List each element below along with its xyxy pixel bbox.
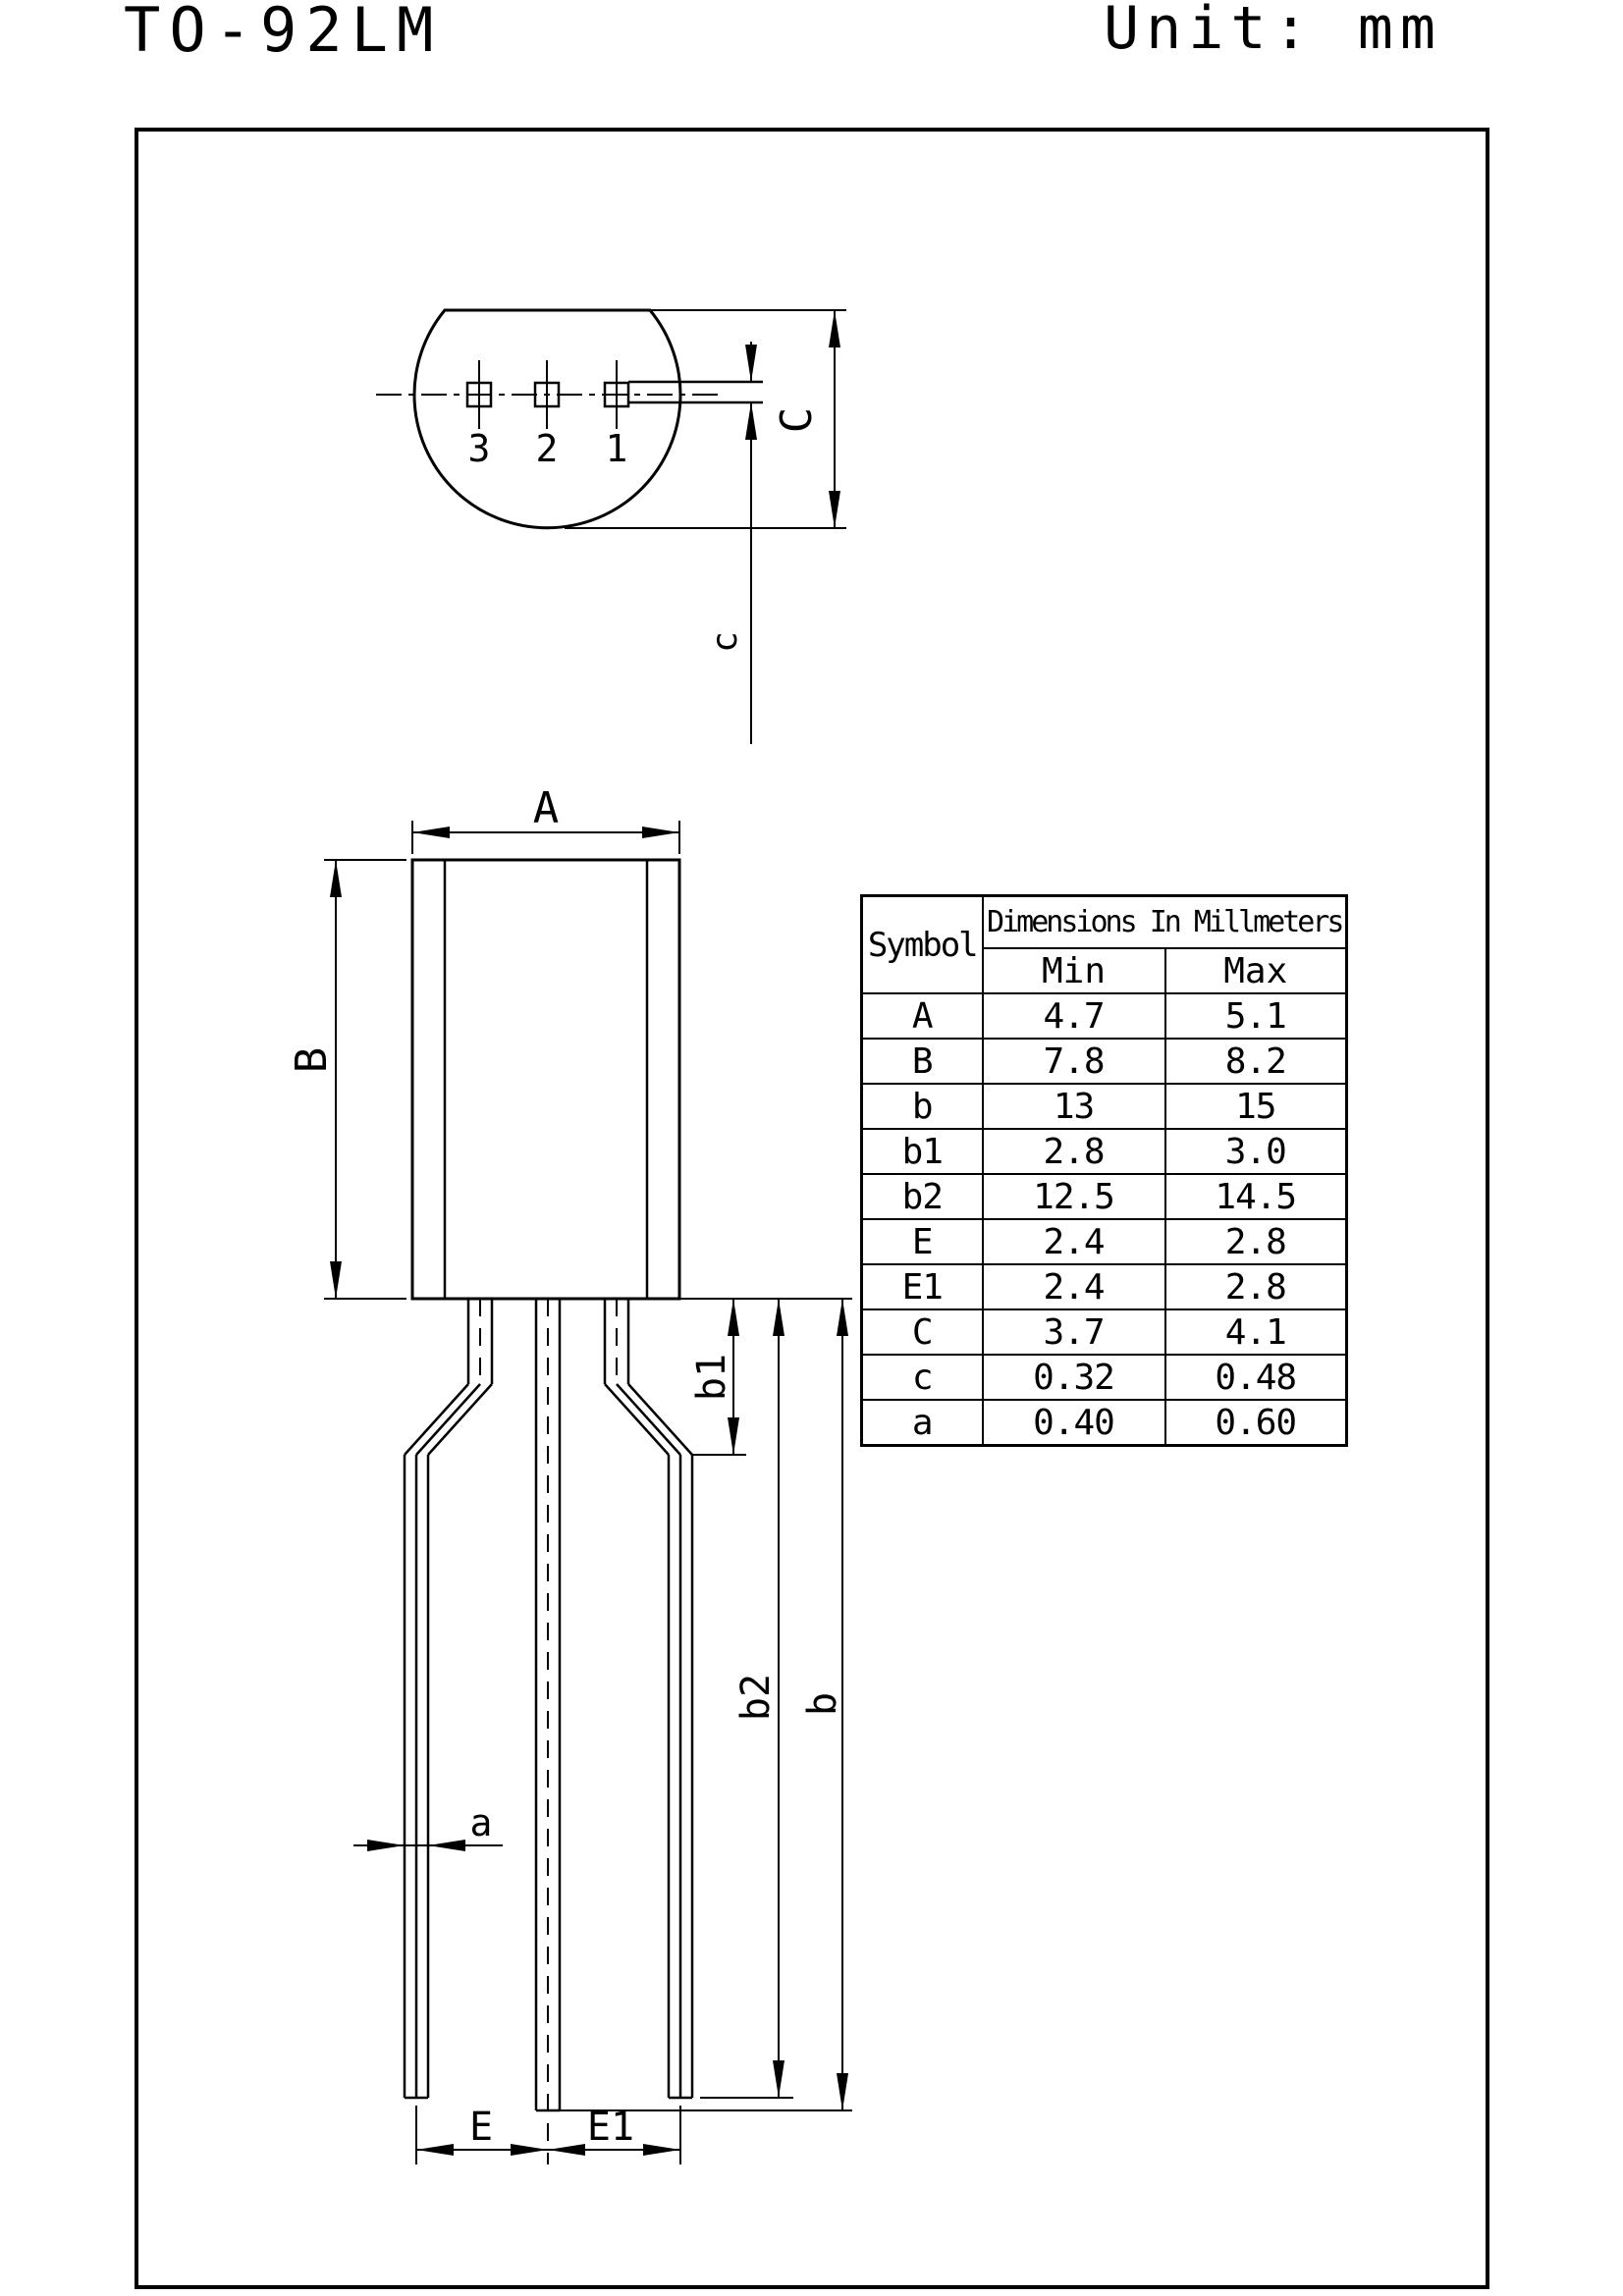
table-row	[862, 993, 1347, 1039]
max-cell: 2.8	[1165, 1219, 1347, 1264]
min-cell: 7.8	[983, 1039, 1165, 1084]
table-header-max: Max	[1165, 948, 1347, 993]
symbol-cell: A	[862, 993, 983, 1039]
min-cell: 3.7	[983, 1309, 1165, 1355]
table-row	[862, 1174, 1347, 1219]
table-row	[862, 1264, 1347, 1309]
max-cell: 2.8	[1165, 1264, 1347, 1309]
table-row	[862, 1355, 1347, 1400]
min-cell: 4.7	[983, 993, 1165, 1039]
table-header-symbol: Symbol	[862, 896, 983, 994]
dim-b2-label: b2	[733, 1673, 779, 1722]
max-cell: 0.60	[1165, 1400, 1347, 1446]
max-cell: 3.0	[1165, 1129, 1347, 1174]
symbol-cell: c	[862, 1355, 983, 1400]
min-cell: 2.4	[983, 1219, 1165, 1264]
dim-E1-label: E1	[586, 2105, 635, 2150]
symbol-cell: E1	[862, 1264, 983, 1309]
table-header-min: Min	[983, 948, 1165, 993]
dim-A-label: A	[532, 783, 560, 833]
dim-b1-label: b1	[689, 1353, 734, 1402]
unit-label: Unit: mm	[1104, 0, 1442, 63]
dim-E-label: E	[468, 2105, 494, 2150]
dimension-B	[324, 860, 406, 1299]
min-cell: 0.32	[983, 1355, 1165, 1400]
lead-stub	[628, 382, 763, 402]
front-view	[287, 783, 852, 2164]
dim-c-label: c	[705, 631, 745, 653]
package-body	[412, 860, 679, 1299]
symbol-cell: b	[862, 1084, 983, 1129]
max-cell: 8.2	[1165, 1039, 1347, 1084]
table-row	[862, 1084, 1347, 1129]
min-cell: 2.4	[983, 1264, 1165, 1309]
pin-3-label: 3	[467, 427, 491, 470]
dim-a-label: a	[469, 1801, 493, 1844]
max-cell: 14.5	[1165, 1174, 1347, 1219]
min-cell: 2.8	[983, 1129, 1165, 1174]
symbol-cell: C	[862, 1309, 983, 1355]
table-header-dimensions: Dimensions In Millmeters	[983, 896, 1347, 949]
pin-2-label: 2	[535, 427, 559, 470]
min-cell: 0.40	[983, 1400, 1165, 1446]
pin-2	[535, 360, 559, 429]
table-row	[862, 1129, 1347, 1174]
symbol-cell: B	[862, 1039, 983, 1084]
top-view	[376, 310, 846, 744]
dim-C-label: C	[772, 406, 822, 434]
min-cell: 12.5	[983, 1174, 1165, 1219]
symbol-cell: E	[862, 1219, 983, 1264]
dim-B-label: B	[287, 1046, 337, 1074]
max-cell: 0.48	[1165, 1355, 1347, 1400]
table-row	[862, 1400, 1347, 1446]
table-row	[862, 1219, 1347, 1264]
dimensions-table	[860, 894, 1348, 1447]
page-title: TO-92LM	[124, 0, 443, 66]
dimension-C	[829, 310, 840, 528]
symbol-cell: a	[862, 1400, 983, 1446]
table-row	[862, 1309, 1347, 1355]
min-cell: 13	[983, 1084, 1165, 1129]
max-cell: 15	[1165, 1084, 1347, 1129]
max-cell: 5.1	[1165, 993, 1347, 1039]
lead-centerlines	[480, 1299, 617, 2164]
max-cell: 4.1	[1165, 1309, 1347, 1355]
symbol-cell: b1	[862, 1129, 983, 1174]
table-row	[862, 1039, 1347, 1084]
dim-b-label: b	[800, 1691, 845, 1717]
pin-1-label: 1	[605, 427, 628, 470]
symbol-cell: b2	[862, 1174, 983, 1219]
